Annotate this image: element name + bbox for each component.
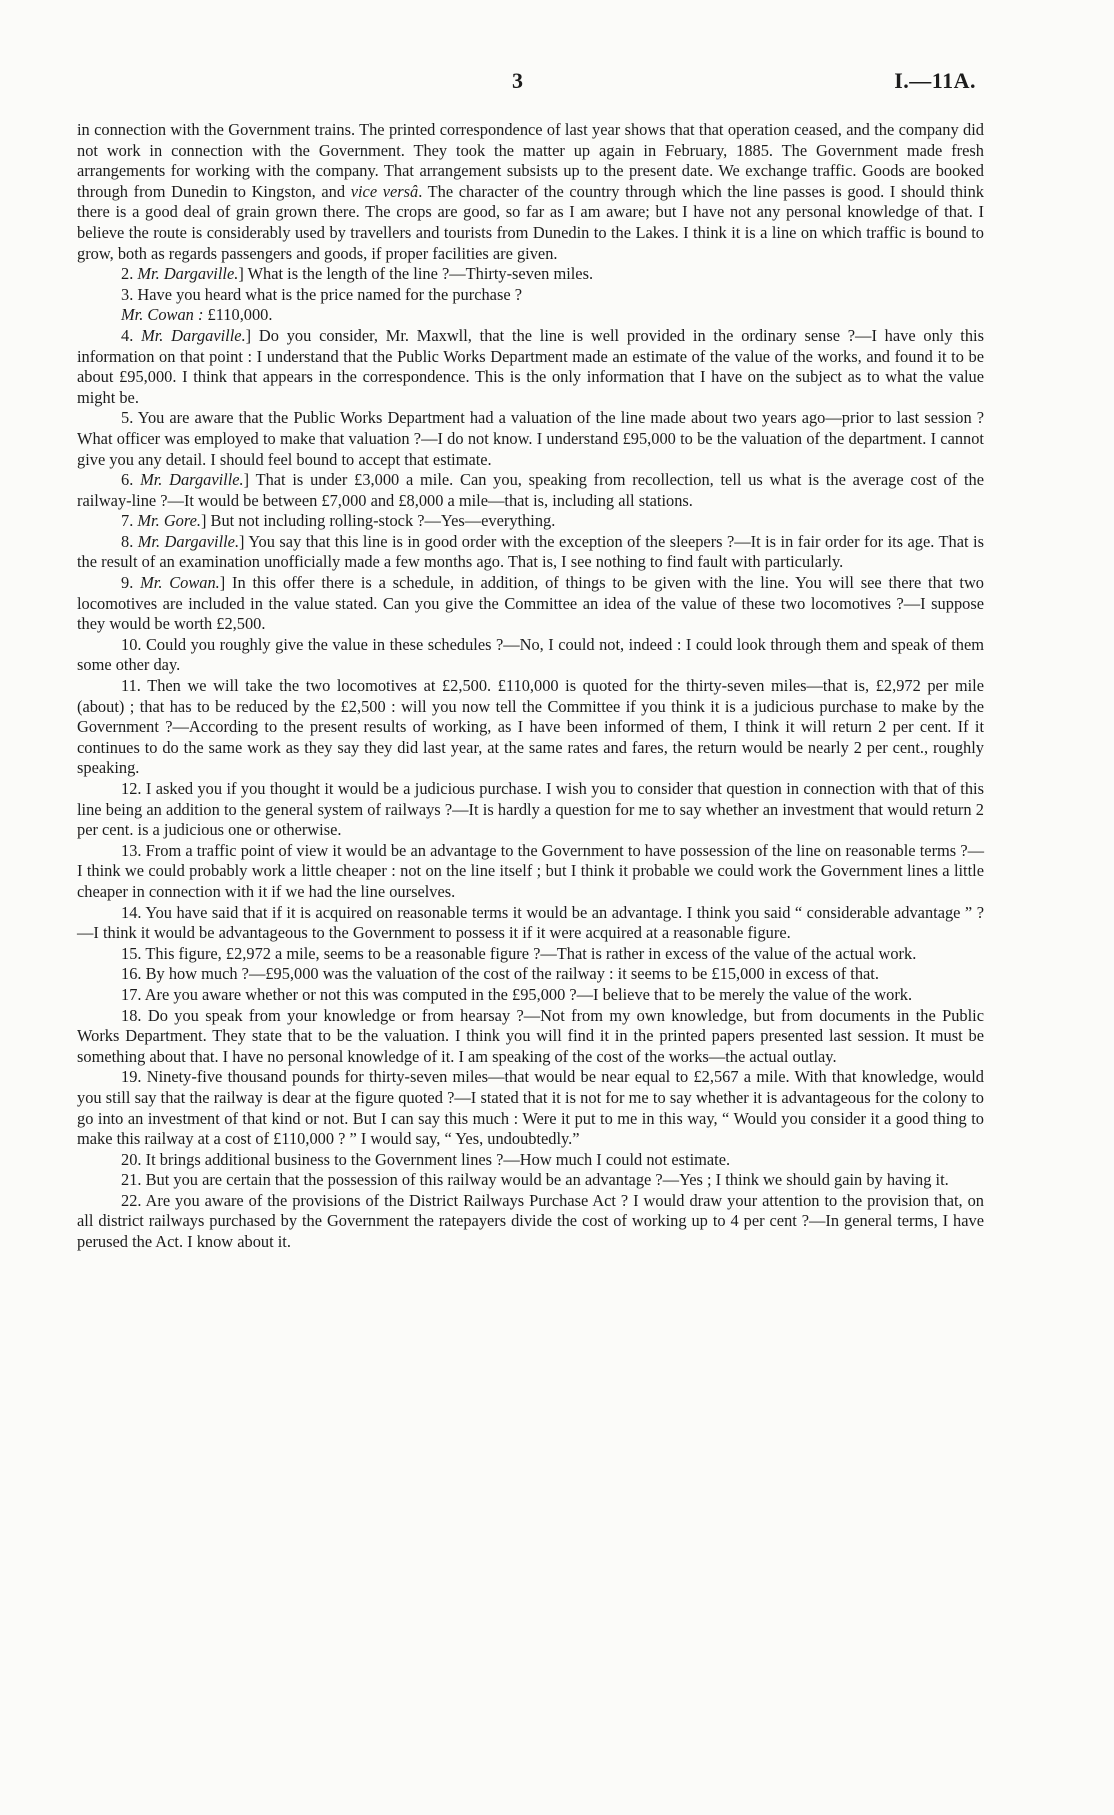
paragraph-text: From a traffic point of view it would be an advantage to the Government to have possession of the line on reasonable terms ?—I think we could probably work a little cheaper : not on the line itself ; but I think it probable we could work the Government lines a little cheaper in connection with it if we had the line ourselves. xyxy=(77,840,984,901)
question-number: 6. xyxy=(121,470,134,490)
question-number: 10. xyxy=(121,634,142,654)
paragraph xyxy=(77,1067,984,1149)
question-number: 9. xyxy=(121,573,134,593)
paragraph xyxy=(77,326,984,408)
paragraph xyxy=(77,903,984,944)
paragraph-text: . The character of the country through which the line passes is good. I should think there is a good deal of grain grown there. The crops are good, so far as I am aware; but I have not any personal knowledge of that. I believe the route is considerably used by travellers and tourists from Dunedin to the Lakes. I think it is a line on which traffic is bound to grow, both as regards passengers and goods, if proper facilities are given. xyxy=(77,181,984,263)
paragraph-text: You have said that if it is acquired on reasonable terms it would be an advantage. I think you said “ considerable advantage ” ?—I think it would be advantageous to the Government to possess it if it were acquired at a reasonable figure. xyxy=(77,902,984,943)
paragraph-text: By how much ?—£95,000 was the valuation of the cost of the railway : it seems to be £15,000 in excess of that. xyxy=(145,964,879,984)
paragraph xyxy=(77,985,984,1006)
speaker-name: Mr. Cowan : xyxy=(121,305,204,325)
paragraph-text: ] But not including rolling-stock ?—Yes—everything. xyxy=(201,511,556,531)
question-number: 22. xyxy=(121,1190,142,1210)
question-number: 19. xyxy=(121,1067,142,1087)
question-number: 11. xyxy=(121,676,141,696)
paragraph xyxy=(77,264,984,285)
question-number: 14. xyxy=(121,902,142,922)
paragraph-text: ] Do you consider, Mr. Maxwll, that the line is well provided in the ordinary sense ?—I have only this information on that point : I understand that the Public Works Department made an estimate of the value of the works, and found it to be about £95,000. I think that appears in the correspondence. This is the only information that I have on the subject as to what the value might be. xyxy=(77,325,984,407)
document-body xyxy=(77,120,984,1253)
paragraph-text: in connection with the Government trains. The printed correspondence of last year shows that that operation ceased, and the company did not work in connection with the Government. They took the matter up again in February, 1885. The Government made fresh arrangements for working with the company. That arrangement subsists up to the present date. We exchange traffic. Goods are booked through from Dunedin to Kingston, and xyxy=(77,120,984,201)
paragraph xyxy=(77,944,984,965)
paragraph-text: ] What is the length of the line ?—Thirty-seven miles. xyxy=(238,264,594,284)
speaker-name: Mr. Gore. xyxy=(137,511,201,531)
paragraph-text: Are you aware of the provisions of the District Railways Purchase Act ? I would draw your attention to the provision that, on all district railways purchased by the Government the ratepayers divide the cost of working up to 4 per cent ?—In general terms, I have perused the Act. I know about it. xyxy=(77,1190,984,1252)
paragraph-text: £110,000. xyxy=(203,305,273,325)
question-number: 8. xyxy=(121,531,134,551)
document-reference: I.—11A. xyxy=(894,68,976,93)
paragraph-text: ] In this offer there is a schedule, in addition, of things to be given with the line. You will see there that two locomotives are included in the value stated. Can you give the Committee an idea of the value of these two locomotives ?—I suppose they would be worth £2,500. xyxy=(77,573,984,634)
question-number: 15. xyxy=(121,943,142,963)
speaker-name: Mr. Dargaville. xyxy=(141,325,246,345)
question-number: 7. xyxy=(121,511,134,531)
paragraph xyxy=(77,1006,984,1068)
question-number: 17. xyxy=(121,984,142,1004)
italic-phrase: vice versâ xyxy=(350,181,419,201)
question-number: 4. xyxy=(121,325,134,345)
paragraph xyxy=(77,532,984,573)
page-number: 3 xyxy=(512,68,523,93)
paragraph-text: ] That is under £3,000 a mile. Can you, speaking from recollection, tell us what is the average cost of the railway-line ?—It would be between £7,000 and £8,000 a mile—that is, including all stations. xyxy=(77,470,984,510)
paragraph-text: Are you aware whether or not this was computed in the £95,000 ?—I believe that to be merely the value of the work. xyxy=(144,984,913,1004)
paragraph xyxy=(77,841,984,903)
page-header xyxy=(0,68,1114,98)
question-number: 21. xyxy=(121,1170,142,1190)
paragraph-text: You are aware that the Public Works Department had a valuation of the line made about two years ago—prior to last session ? What officer was employed to make that valuation ?—I do not know. I understand £95,000 to be the valuation of the department. I cannot give you any detail. I should feel bound to accept that estimate. xyxy=(77,408,984,469)
paragraph xyxy=(77,305,984,326)
paragraph xyxy=(77,1150,984,1171)
question-number: 3. xyxy=(121,284,134,304)
paragraph-text: Could you roughly give the value in these schedules ?—No, I could not, indeed : I could look through them and speak of them some other day. xyxy=(77,634,984,675)
question-number: 16. xyxy=(121,964,142,984)
paragraph-text: But you are certain that the possession of this railway would be an advantage ?—Yes ; I think we should gain by having it. xyxy=(145,1170,949,1190)
paragraph-text: Have you heard what is the price named for the purchase ? xyxy=(137,284,522,304)
paragraph-text: It brings additional business to the Government lines ?—How much I could not estimate. xyxy=(145,1149,731,1169)
paragraph-text: This figure, £2,972 a mile, seems to be a reasonable figure ?—That is rather in excess of the value of the actual work. xyxy=(145,943,917,963)
paragraph-text: Ninety-five thousand pounds for thirty-seven miles—that would be near equal to £2,567 a mile. With that knowledge, would you still say that the railway is dear at the figure quoted ?—I stated that it is not for me to say whether it is advantageous for the colony to go into an investment of that kind or not. But I can say this much : Were it put to me in this way, “ Would you consider it a good thing to make this railway at a cost of £110,000 ? ” I would say, “ Yes, undoubtedly.” xyxy=(77,1067,984,1149)
paragraph xyxy=(77,285,984,306)
speaker-name: Mr. Dargaville. xyxy=(137,264,239,284)
speaker-name: Mr. Dargaville. xyxy=(140,470,244,490)
paragraph xyxy=(77,511,984,532)
question-number: 18. xyxy=(121,1005,142,1025)
paragraph xyxy=(77,120,984,264)
question-number: 12. xyxy=(121,779,142,798)
paragraph xyxy=(77,1170,984,1191)
speaker-name: Mr. Dargaville. xyxy=(137,531,240,551)
paragraph xyxy=(77,408,984,470)
paragraph-text: ] You say that this line is in good order with the exception of the sleepers ?—It is in fair order for its age. That is the result of an examination unofficially made a few months ago. That is, I see nothing to find fault with particularly. xyxy=(77,531,984,572)
paragraph xyxy=(77,470,984,511)
paragraph xyxy=(77,573,984,635)
paragraph-text: Do you speak from your knowledge or from hearsay ?—Not from my own knowledge, but from documents in the Public Works Department. They state that to be the valuation. I think you will find it in the printed papers presented last session. It must be something about that. I have no personal knowledge of it. I am speaking of the cost of the works—the actual outlay. xyxy=(77,1005,984,1066)
question-number: 13. xyxy=(121,840,142,860)
speaker-name: Mr. Cowan. xyxy=(140,573,220,593)
paragraph xyxy=(77,964,984,985)
paragraph xyxy=(77,676,984,779)
paragraph-text: Then we will take the two locomotives at £2,500. £110,000 is quoted for the thirty-seven miles—that is, £2,972 per mile (about) ; that has to be reduced by the £2,500 : will you now tell the Committee if you think it is a judicious purchase to make by the Government ?—According to the present results of working, as I have been informed of them, I think it will return 2 per cent. If it continues to do the same work as they say they did last year, at the same rates and fares, the return would be nearly 2 per cent., roughly speaking. xyxy=(77,676,985,778)
paragraph xyxy=(77,1191,984,1253)
question-number: 5. xyxy=(121,408,134,428)
paragraph xyxy=(77,635,984,676)
paragraph xyxy=(77,779,984,841)
paragraph-text: I asked you if you thought it would be a judicious purchase. I wish you to consider that question in connection with that of this line being an addition to the general system of railways ?—It is hardly a question for me to say whether an investment that would return 2 per cent. is a judicious one or otherwise. xyxy=(77,779,984,840)
question-number: 2. xyxy=(121,264,134,284)
question-number: 20. xyxy=(121,1149,142,1169)
